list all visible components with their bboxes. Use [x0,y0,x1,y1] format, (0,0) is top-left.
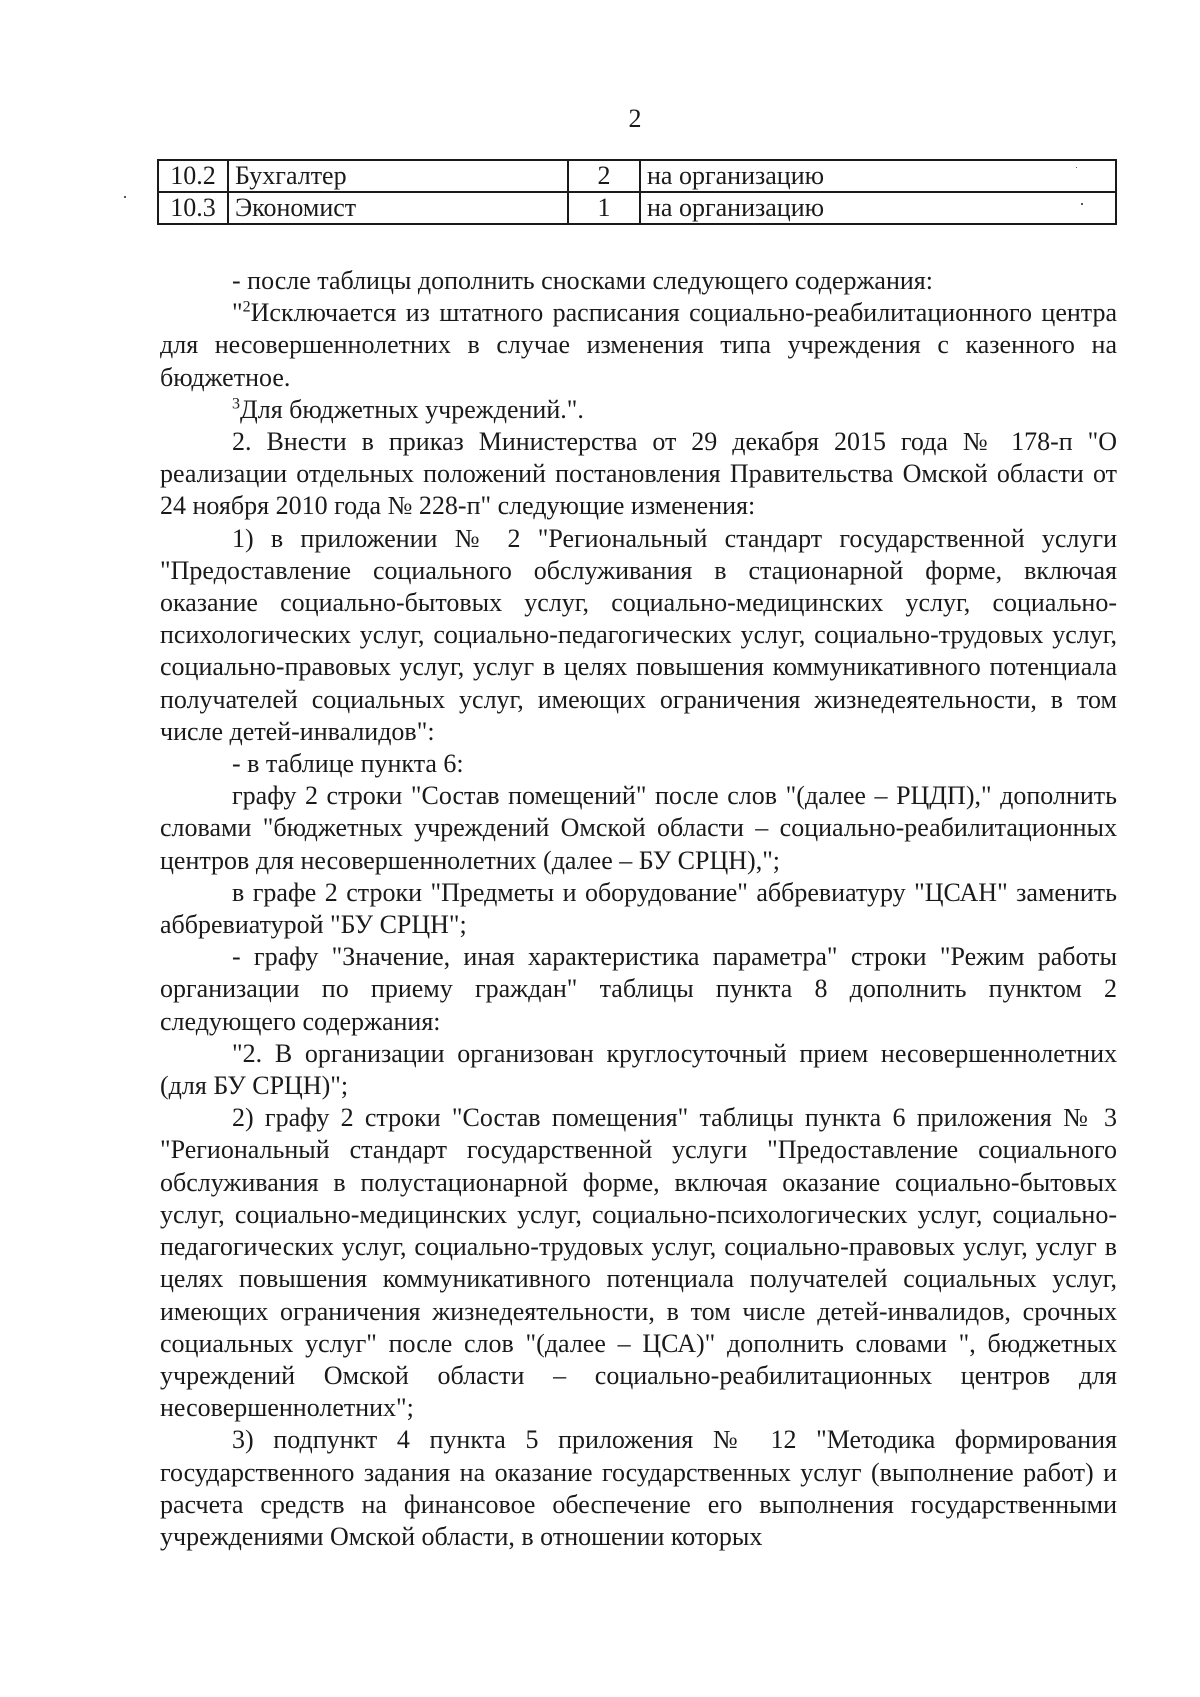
position-quantity: 1 [568,192,640,224]
paragraph: 2) графу 2 строки "Состав помещения" таблицы пункта 6 приложения № 3 "Региональный стандарт государственной услуги "Предоставление социального обслуживания в полустационарной форме, включая оказание социально-бытовых услуг, социально-медицинских услуг, социально-психологических услуг, социально-педагогических услуг, социально-трудовых услуг, социально-правовых услуг, услуг в целях повышения коммуникативного потенциала получателей социальных услуг, имеющих ограничения жизнедеятельности, в том числе детей-инвалидов, срочных социальных услуг" после слов "(далее – ЦСА)" дополнить словами ", бюджетных учреждений Омской области – социально-реабилитационных центров для несовершеннолетних"; [160,1103,1117,1423]
scan-speck [1081,203,1083,205]
paragraph: в графе 2 строки "Предметы и оборудование" аббревиатуру "ЦСАН" заменить аббревиатурой "БУ СРЦН"; [160,877,1117,940]
row-number: 10.3 [158,192,228,224]
footnote-marker: 2 [242,298,251,316]
footnote-paragraph [160,394,1117,426]
footnote-paragraph [160,297,1117,394]
staff-table [157,159,1117,225]
footnote-text: Для бюджетных учреждений.". [240,394,584,424]
position-name: Экономист [228,192,568,224]
footnote-text: Исключается из штатного расписания социально-реабилитационного центра для несовершеннолетних в случае изменения типа учреждения с казенного на бюджетное. [160,298,1117,392]
paragraph: 3) подпункт 4 пункта 5 приложения № 12 "Методика формирования государственного задания на оказание государственных услуг (выполнение работ) и расчета средств на финансовое обеспечение его выполнения государственными учреждениями Омской области, в отношении которых [160,1425,1117,1551]
row-number: 10.2 [158,160,228,192]
quote-mark: " [232,298,243,328]
position-unit: на организацию [640,160,1116,192]
scan-speck [1076,167,1077,168]
paragraph: 1) в приложении № 2 "Региональный стандарт государственной услуги "Предоставление социального обслуживания в стационарной форме, включая оказание социально-бытовых услуг, социально-медицинских услуг, социально-психологических услуг, социально-педагогических услуг, социально-трудовых услуг, социально-правовых услуг, услуг в целях повышения коммуникативного потенциала получателей социальных услуг, имеющих ограничения жизнедеятельности, в том числе детей-инвалидов": [160,523,1117,746]
paragraph: "2. В организации организован круглосуточный прием несовершеннолетних (для БУ СРЦН)"; [160,1038,1117,1101]
scan-speck [124,196,126,198]
table-row [158,192,1116,224]
paragraph: графу 2 строки "Состав помещений" после слов "(далее – РЦДП)," дополнить словами "бюджетных учреждений Омской области – социально-реабилитационных центров для несовершеннолетних (далее – БУ СРЦН),"; [160,781,1117,875]
document-body [160,265,1117,1553]
position-unit: на организацию [640,192,1116,224]
page-number: 2 [628,104,642,133]
paragraph: - в таблице пункта 6: [232,749,464,779]
paragraph: - графу "Значение, иная характеристика параметра" строки "Режим работы организации по приему граждан" таблицы пункта 8 дополнить пунктом 2 следующего содержания: [160,942,1117,1036]
footnote-marker: 3 [232,395,240,413]
paragraph: 2. Внести в приказ Министерства от 29 декабря 2015 года № 178-п "О реализации отдельных положений постановления Правительства Омской области от 24 ноября 2010 года № 228-п" следующие изменения: [160,427,1117,521]
position-name: Бухгалтер [228,160,568,192]
table-row [158,160,1116,192]
paragraph: - после таблицы дополнить сносками следующего содержания: [232,266,933,295]
position-quantity: 2 [568,160,640,192]
